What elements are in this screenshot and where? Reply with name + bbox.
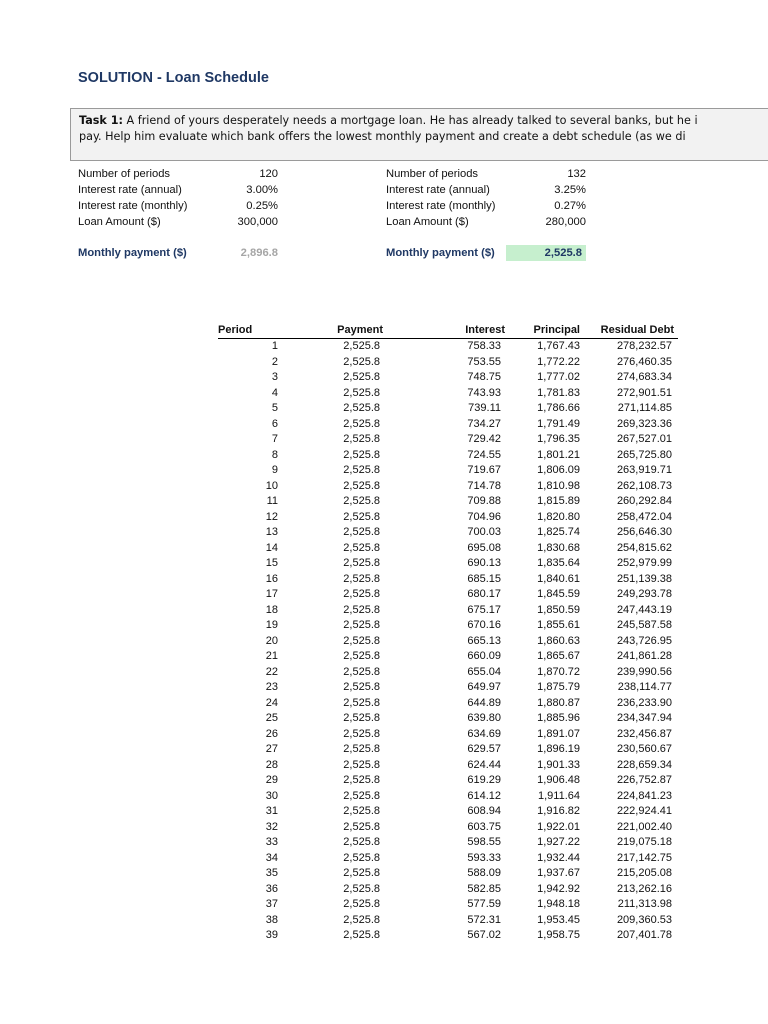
cell-payment: 2,525.8 — [343, 696, 380, 709]
cell-period: 23 — [265, 681, 278, 693]
cell-interest: 695.08 — [467, 541, 501, 554]
cell-interest: 614.12 — [467, 789, 501, 802]
cell-interest: 739.11 — [468, 402, 501, 414]
cell-residual-debt: 221,002.40 — [616, 820, 672, 833]
param-label: Loan Amount ($) — [78, 216, 161, 228]
table-row — [218, 835, 688, 851]
cell-payment: 2,525.8 — [343, 619, 380, 631]
cell-residual-debt: 234,347.94 — [616, 712, 672, 724]
table-row — [218, 649, 688, 665]
table-row — [218, 789, 688, 805]
cell-period: 25 — [265, 712, 278, 724]
header-principal: Principal — [533, 324, 580, 336]
cell-residual-debt: 258,472.04 — [616, 510, 672, 523]
table-row — [218, 603, 688, 619]
cell-payment: 2,525.8 — [343, 510, 380, 523]
cell-interest: 670.16 — [467, 619, 501, 631]
cell-residual-debt: 254,815.62 — [616, 541, 672, 554]
cell-interest: 649.97 — [467, 681, 501, 693]
cell-residual-debt: 224,841.23 — [616, 789, 672, 802]
cell-period: 33 — [265, 836, 278, 848]
cell-interest: 709.88 — [467, 495, 501, 507]
cell-principal: 1,865.67 — [537, 650, 580, 662]
table-row — [218, 448, 688, 464]
cell-principal: 1,875.79 — [537, 681, 580, 693]
cell-period: 29 — [265, 774, 278, 786]
task-line-1: A friend of yours desperately needs a mortgage loan. He has already talked to several banks, but he i — [123, 114, 698, 127]
table-row — [218, 463, 688, 479]
table-row — [218, 479, 688, 495]
table-row — [218, 432, 688, 448]
cell-period: 39 — [265, 929, 278, 941]
cell-period: 20 — [265, 634, 278, 647]
cell-residual-debt: 239,990.56 — [616, 665, 672, 678]
cell-interest: 719.67 — [467, 464, 501, 476]
cell-interest: 593.33 — [467, 851, 501, 864]
cell-principal: 1,896.19 — [537, 743, 580, 755]
param-value: 3.00% — [246, 184, 278, 196]
monthly-payment-value: 2,525.8 — [506, 245, 586, 261]
cell-principal: 1,845.59 — [537, 588, 580, 600]
cell-payment: 2,525.8 — [343, 805, 380, 817]
cell-principal: 1,880.87 — [537, 696, 580, 709]
header-residual-debt: Residual Debt — [600, 324, 674, 336]
header-payment: Payment — [337, 324, 383, 336]
cell-interest: 743.93 — [467, 386, 501, 399]
cell-interest: 629.57 — [467, 743, 501, 755]
task-line-2: pay. Help him evaluate which bank offers the lowest monthly payment and create a debt schedule (as we di — [79, 130, 686, 143]
cell-interest: 619.29 — [467, 774, 501, 786]
cell-payment: 2,525.8 — [343, 479, 380, 492]
table-row — [218, 587, 688, 603]
cell-interest: 644.89 — [467, 696, 501, 709]
cell-period: 8 — [271, 448, 278, 461]
cell-period: 19 — [265, 619, 278, 631]
cell-period: 30 — [265, 789, 278, 802]
task-description-box — [70, 108, 768, 161]
cell-residual-debt: 243,726.95 — [616, 634, 672, 647]
cell-payment: 2,525.8 — [343, 758, 380, 771]
cell-principal: 1,806.09 — [537, 464, 580, 476]
cell-payment: 2,525.8 — [343, 882, 380, 895]
table-row — [218, 680, 688, 696]
cell-period: 37 — [265, 898, 278, 910]
cell-interest: 639.80 — [467, 712, 501, 724]
cell-period: 26 — [265, 727, 278, 740]
cell-payment: 2,525.8 — [343, 526, 380, 538]
table-row — [218, 851, 688, 867]
cell-period: 36 — [265, 882, 278, 895]
cell-interest: 714.78 — [467, 479, 501, 492]
cell-interest: 748.75 — [467, 371, 501, 383]
cell-principal: 1,901.33 — [537, 758, 580, 771]
cell-principal: 1,922.01 — [537, 820, 580, 833]
cell-residual-debt: 278,232.57 — [616, 340, 672, 352]
table-row — [218, 634, 688, 650]
cell-residual-debt: 245,587.58 — [616, 619, 672, 631]
cell-principal: 1,825.74 — [537, 526, 580, 538]
cell-principal: 1,815.89 — [537, 495, 580, 507]
cell-payment: 2,525.8 — [343, 712, 380, 724]
table-row — [218, 355, 688, 371]
cell-period: 32 — [265, 820, 278, 833]
param-label: Interest rate (annual) — [78, 184, 182, 196]
cell-period: 16 — [265, 572, 278, 585]
cell-residual-debt: 209,360.53 — [616, 913, 672, 926]
cell-residual-debt: 269,323.36 — [616, 417, 672, 430]
cell-residual-debt: 262,108.73 — [616, 479, 672, 492]
monthly-payment-label: Monthly payment ($) — [78, 247, 187, 259]
table-row — [218, 913, 688, 929]
cell-residual-debt: 271,114.85 — [617, 402, 672, 414]
cell-period: 1 — [271, 340, 278, 352]
cell-period: 14 — [265, 541, 278, 554]
cell-payment: 2,525.8 — [343, 433, 380, 445]
cell-residual-debt: 263,919.71 — [616, 464, 672, 476]
cell-residual-debt: 236,233.90 — [616, 696, 672, 709]
table-row — [218, 882, 688, 898]
monthly-payment-value: 2,896.8 — [240, 247, 278, 259]
param-value: 120 — [259, 168, 278, 180]
cell-period: 4 — [271, 386, 278, 399]
cell-residual-debt: 274,683.34 — [616, 371, 672, 383]
table-row — [218, 866, 688, 882]
cell-residual-debt: 207,401.78 — [616, 929, 672, 941]
table-row — [218, 696, 688, 712]
cell-residual-debt: 265,725.80 — [616, 448, 672, 461]
cell-residual-debt: 256,646.30 — [616, 526, 672, 538]
cell-interest: 724.55 — [467, 448, 501, 461]
cell-interest: 753.55 — [467, 355, 501, 368]
cell-residual-debt: 260,292.84 — [616, 495, 672, 507]
cell-residual-debt: 217,142.75 — [616, 851, 672, 864]
cell-interest: 588.09 — [467, 867, 501, 879]
cell-principal: 1,942.92 — [537, 882, 580, 895]
cell-interest: 690.13 — [467, 557, 501, 569]
cell-interest: 624.44 — [467, 758, 501, 771]
table-row — [218, 928, 688, 944]
cell-residual-debt: 251,139.38 — [616, 572, 672, 585]
cell-principal: 1,791.49 — [537, 417, 580, 430]
cell-period: 3 — [271, 371, 278, 383]
cell-payment: 2,525.8 — [343, 681, 380, 693]
table-row — [218, 556, 688, 572]
cell-principal: 1,781.83 — [537, 386, 580, 399]
cell-principal: 1,906.48 — [537, 774, 580, 786]
param-value: 3.25% — [554, 184, 586, 196]
cell-principal: 1,870.72 — [537, 665, 580, 678]
table-row — [218, 494, 688, 510]
cell-period: 7 — [271, 433, 278, 445]
cell-principal: 1,767.43 — [537, 340, 580, 352]
cell-payment: 2,525.8 — [343, 743, 380, 755]
cell-residual-debt: 215,205.08 — [616, 867, 672, 879]
param-label: Number of periods — [78, 168, 171, 180]
cell-residual-debt: 230,560.67 — [616, 743, 672, 755]
cell-principal: 1,777.02 — [537, 371, 580, 383]
cell-payment: 2,525.8 — [343, 557, 380, 569]
cell-residual-debt: 267,527.01 — [616, 433, 672, 445]
param-label: Number of periods — [386, 168, 479, 180]
cell-principal: 1,830.68 — [537, 541, 580, 554]
cell-interest: 680.17 — [467, 588, 501, 600]
cell-interest: 608.94 — [467, 805, 501, 817]
cell-principal: 1,958.75 — [537, 929, 580, 941]
cell-period: 24 — [265, 696, 278, 709]
cell-interest: 634.69 — [467, 727, 501, 740]
cell-residual-debt: 249,293.78 — [616, 588, 672, 600]
cell-interest: 685.15 — [467, 572, 501, 585]
cell-interest: 704.96 — [467, 510, 501, 523]
task-description — [79, 113, 768, 145]
table-row — [218, 758, 688, 774]
cell-period: 5 — [271, 402, 278, 414]
cell-payment: 2,525.8 — [343, 464, 380, 476]
table-row — [218, 804, 688, 820]
cell-principal: 1,801.21 — [537, 448, 580, 461]
cell-period: 18 — [265, 603, 278, 616]
cell-principal: 1,835.64 — [537, 557, 580, 569]
param-value: 0.25% — [246, 200, 278, 212]
header-interest: Interest — [465, 324, 505, 336]
cell-residual-debt: 226,752.87 — [616, 774, 672, 786]
cell-payment: 2,525.8 — [343, 495, 380, 507]
table-row — [218, 897, 688, 913]
table-row — [218, 370, 688, 386]
cell-period: 38 — [265, 913, 278, 926]
table-row — [218, 820, 688, 836]
cell-principal: 1,810.98 — [537, 479, 580, 492]
task-label: Task 1: — [79, 114, 123, 127]
cell-payment: 2,525.8 — [343, 836, 380, 848]
cell-residual-debt: 222,924.41 — [616, 805, 672, 817]
cell-interest: 675.17 — [467, 603, 501, 616]
param-label: Interest rate (monthly) — [386, 200, 496, 212]
cell-residual-debt: 276,460.35 — [616, 355, 672, 368]
cell-principal: 1,937.67 — [537, 867, 580, 879]
cell-period: 35 — [265, 867, 278, 879]
cell-period: 31 — [265, 805, 278, 817]
cell-principal: 1,953.45 — [537, 913, 580, 926]
header-period: Period — [218, 324, 253, 336]
cell-residual-debt: 219,075.18 — [616, 836, 672, 848]
cell-residual-debt: 213,262.16 — [616, 882, 672, 895]
cell-interest: 758.33 — [467, 340, 501, 352]
param-label: Loan Amount ($) — [386, 216, 469, 228]
cell-residual-debt: 232,456.87 — [616, 727, 672, 740]
cell-residual-debt: 241,861.28 — [616, 650, 672, 662]
cell-payment: 2,525.8 — [343, 867, 380, 879]
cell-interest: 572.31 — [467, 913, 501, 926]
cell-payment: 2,525.8 — [343, 634, 380, 647]
cell-payment: 2,525.8 — [343, 727, 380, 740]
cell-payment: 2,525.8 — [343, 898, 380, 910]
cell-period: 15 — [265, 557, 278, 569]
cell-interest: 729.42 — [467, 433, 501, 445]
cell-period: 10 — [265, 479, 278, 492]
cell-residual-debt: 252,979.99 — [616, 557, 672, 569]
cell-payment: 2,525.8 — [343, 820, 380, 833]
cell-payment: 2,525.8 — [343, 417, 380, 430]
cell-interest: 700.03 — [467, 526, 501, 538]
table-row — [218, 525, 688, 541]
cell-principal: 1,772.22 — [537, 355, 580, 368]
table-row — [218, 727, 688, 743]
table-row — [218, 711, 688, 727]
cell-interest: 655.04 — [467, 665, 501, 678]
cell-principal: 1,860.63 — [537, 634, 580, 647]
cell-interest: 734.27 — [467, 417, 501, 430]
cell-period: 34 — [265, 851, 278, 864]
cell-principal: 1,948.18 — [537, 898, 580, 910]
cell-payment: 2,525.8 — [343, 789, 380, 802]
page-title: SOLUTION - Loan Schedule — [78, 70, 269, 86]
cell-interest: 665.13 — [467, 634, 501, 647]
cell-period: 12 — [265, 510, 278, 523]
cell-principal: 1,840.61 — [537, 572, 580, 585]
cell-principal: 1,932.44 — [537, 851, 580, 864]
cell-period: 11 — [266, 495, 278, 507]
param-label: Interest rate (monthly) — [78, 200, 188, 212]
table-row — [218, 742, 688, 758]
cell-interest: 582.85 — [467, 882, 501, 895]
table-row — [218, 401, 688, 417]
cell-period: 28 — [265, 758, 278, 771]
cell-payment: 2,525.8 — [343, 572, 380, 585]
table-row — [218, 572, 688, 588]
cell-payment: 2,525.8 — [343, 665, 380, 678]
cell-period: 2 — [271, 355, 278, 368]
cell-period: 13 — [265, 526, 278, 538]
monthly-payment-label: Monthly payment ($) — [386, 247, 495, 259]
cell-period: 21 — [265, 650, 278, 662]
cell-payment: 2,525.8 — [343, 541, 380, 554]
cell-residual-debt: 238,114.77 — [617, 681, 672, 693]
cell-payment: 2,525.8 — [343, 650, 380, 662]
table-row — [218, 510, 688, 526]
table-row — [218, 618, 688, 634]
cell-payment: 2,525.8 — [343, 913, 380, 926]
cell-principal: 1,855.61 — [537, 619, 580, 631]
table-row — [218, 417, 688, 433]
cell-interest: 660.09 — [467, 650, 501, 662]
cell-payment: 2,525.8 — [343, 929, 380, 941]
cell-principal: 1,820.80 — [537, 510, 580, 523]
cell-residual-debt: 247,443.19 — [616, 603, 672, 616]
cell-payment: 2,525.8 — [343, 774, 380, 786]
param-value: 132 — [567, 168, 586, 180]
param-label: Interest rate (annual) — [386, 184, 490, 196]
cell-principal: 1,885.96 — [537, 712, 580, 724]
param-value: 300,000 — [237, 216, 278, 228]
cell-payment: 2,525.8 — [343, 588, 380, 600]
cell-period: 6 — [271, 417, 278, 430]
table-row — [218, 773, 688, 789]
table-row — [218, 541, 688, 557]
table-row — [218, 665, 688, 681]
cell-payment: 2,525.8 — [343, 340, 380, 352]
cell-residual-debt: 272,901.51 — [616, 386, 672, 399]
cell-interest: 603.75 — [467, 820, 501, 833]
cell-interest: 567.02 — [467, 929, 501, 941]
cell-period: 22 — [265, 665, 278, 678]
cell-principal: 1,796.35 — [537, 433, 580, 445]
cell-payment: 2,525.8 — [343, 448, 380, 461]
cell-principal: 1,916.82 — [537, 805, 580, 817]
cell-principal: 1,911.64 — [537, 789, 580, 802]
cell-residual-debt: 228,659.34 — [616, 758, 672, 771]
param-value: 280,000 — [545, 216, 586, 228]
cell-principal: 1,850.59 — [537, 603, 580, 616]
cell-principal: 1,927.22 — [537, 836, 580, 848]
cell-period: 9 — [271, 464, 278, 476]
table-row — [218, 386, 688, 402]
cell-residual-debt: 211,313.98 — [617, 898, 672, 910]
cell-payment: 2,525.8 — [343, 603, 380, 616]
cell-payment: 2,525.8 — [343, 386, 380, 399]
cell-period: 17 — [265, 588, 278, 600]
cell-payment: 2,525.8 — [343, 402, 380, 414]
cell-interest: 577.59 — [467, 898, 501, 910]
cell-payment: 2,525.8 — [343, 851, 380, 864]
cell-interest: 598.55 — [467, 836, 501, 848]
cell-payment: 2,525.8 — [343, 355, 380, 368]
cell-principal: 1,891.07 — [537, 727, 580, 740]
cell-payment: 2,525.8 — [343, 371, 380, 383]
cell-principal: 1,786.66 — [537, 402, 580, 414]
param-value: 0.27% — [554, 200, 586, 212]
cell-period: 27 — [265, 743, 278, 755]
table-row — [218, 339, 688, 355]
